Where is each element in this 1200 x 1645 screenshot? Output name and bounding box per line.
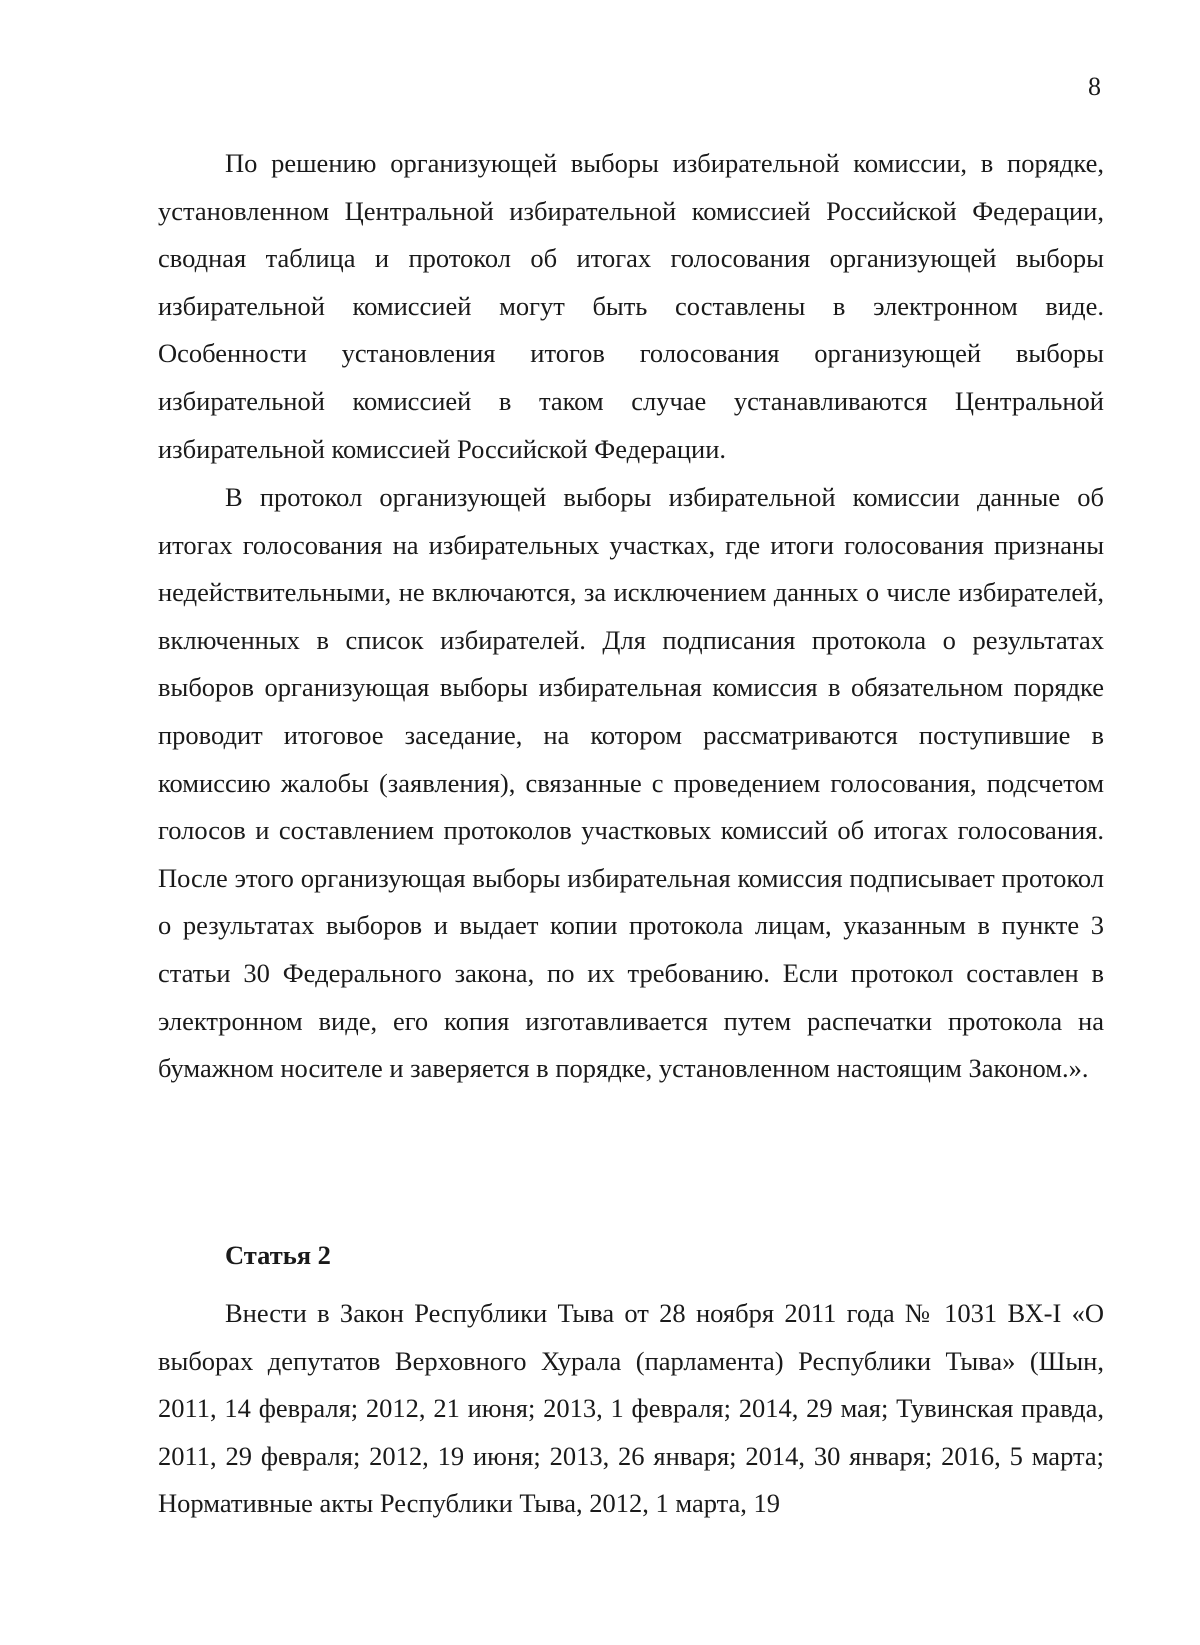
article-heading: Статья 2 — [225, 1240, 331, 1270]
paragraph-final-meeting: В протокол организующей выборы избирательной комиссии данные об итогах голосования на избирательных участках, где итоги голосования признаны недействительными, не включаются, за исключением данных о числе избирателей, включенных в список избирателей. Для подписания протокола о результатах выборов организующая выборы избирательная комиссия в обязательном порядке проводит итоговое заседание, на котором рассматриваются поступившие в комиссию жалобы (заявления), связанные с проведением голосования, подсчетом голосов и составлением протоколов участковых комиссий об итогах голосования. После этого организующая выборы избирательная комиссия подписывает протокол о результатах выборов и выдает копии протокола лицам, указанным в пункте 3 статьи 30 Федерального закона, по их требованию. Если протокол составлен в электронном виде, его копия изготавливается путем распечатки протокола на бумажном носителе и заверяется в порядке, установленном настоящим Законом.». — [158, 482, 1104, 1084]
paragraph-article-2-amendment: Внести в Закон Республики Тыва от 28 ноября 2011 года № 1031 ВХ-I «О выборах депутатов Верховного Хурала (парламента) Республики Тыва» (Шын, 2011, 14 февраля; 2012, 21 июня; 2013, 1 февраля; 2014, 29 мая; Тувинская правда, 2011, 29 февраля; 2012, 19 июня; 2013, 26 января; 2014, 30 января; 2016, 5 марта; Нормативные акты Республики Тыва, 2012, 1 марта, 19 — [158, 1298, 1104, 1519]
page-number: 8 — [1088, 72, 1101, 101]
paragraph-electronic-protocol: По решению организующей выборы избирательной комиссии, в порядке, установленном Центральной избирательной комиссией Российской Федерации, сводная таблица и протокол об итогах голосования организующей выборы избирательной комиссией могут быть составлены в электронном виде. Особенности установления итогов голосования организующей выборы избирательной комиссией в таком случае устанавливаются Центральной избирательной комиссией Российской Федерации. — [158, 148, 1104, 464]
